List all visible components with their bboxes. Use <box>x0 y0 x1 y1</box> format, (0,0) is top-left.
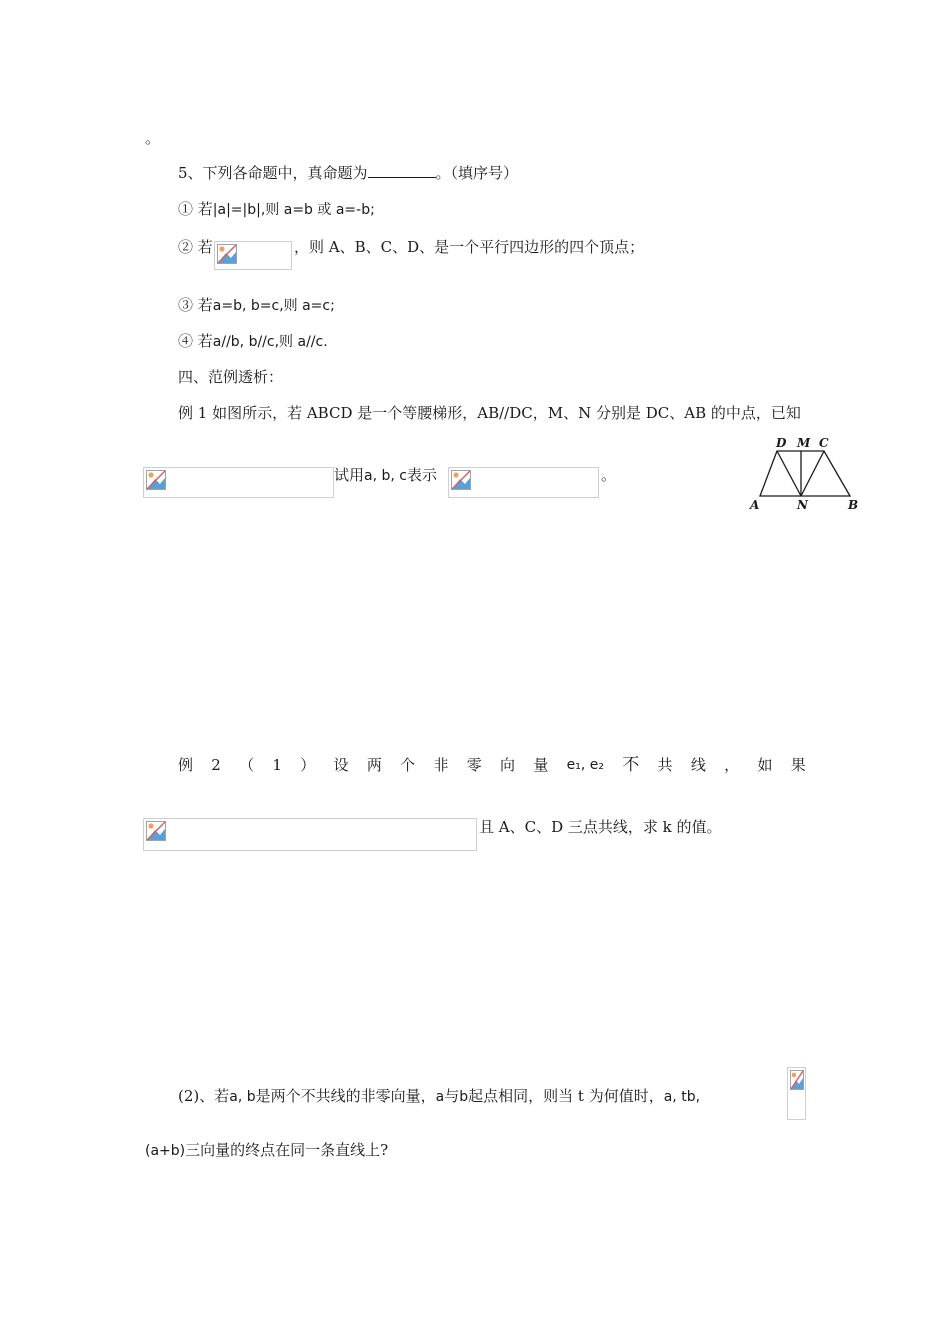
ex2-token: 2 <box>211 756 221 774</box>
example-1-mid-b: a, b, c <box>364 468 407 484</box>
ex2-2-b: a, b <box>229 1089 256 1105</box>
ex2-token: ， <box>724 756 740 774</box>
segment-cn <box>801 451 824 496</box>
option-1 <box>178 199 375 220</box>
label-b: B <box>848 498 859 512</box>
label-n: N <box>797 498 808 512</box>
example-2-part-2-line-2 <box>145 1140 388 1161</box>
ex2-token: 向 <box>500 756 516 774</box>
label-c: C <box>819 436 829 450</box>
option-2-prefix: ② 若 <box>178 238 213 256</box>
option-2-text: ，则 A、B、C、D、是一个平行四边形的四个顶点； <box>294 238 645 256</box>
option-3 <box>178 295 335 316</box>
broken-image-placeholder <box>143 467 334 498</box>
label-d: D <box>776 436 787 450</box>
ex2-2-e: 与 <box>444 1087 460 1105</box>
example-2-line-2: 且 A、C、D 三点共线，求 k 的值。 <box>479 818 722 836</box>
broken-image-icon <box>146 821 166 841</box>
question-5-prefix: 5、下列各命题中，真命题为 <box>178 164 368 182</box>
trapezoid-figure <box>745 434 865 514</box>
option-4 <box>178 331 328 352</box>
example-1-mid-c: 表示 <box>406 466 437 484</box>
ex2-2-c: 是两个不共线的非零向量， <box>255 1087 436 1105</box>
broken-image-placeholder <box>787 1067 806 1120</box>
ex2-2-g: 起点相同，则当 t 为何值时， <box>468 1087 664 1105</box>
option-2 <box>178 237 213 257</box>
ex2-token: 1 <box>272 756 282 774</box>
ex2-token-vectors: e₁, e₂ <box>566 757 604 773</box>
ex2-token: 个 <box>400 756 416 774</box>
ex2-token: 如 <box>757 756 773 774</box>
label-a: A <box>750 498 760 512</box>
ex2-2-a: (2)、若 <box>178 1087 230 1105</box>
ex2-2-f: b <box>459 1089 469 1105</box>
ex2-token: 共 <box>657 756 673 774</box>
ex2-token: 设 <box>333 756 349 774</box>
broken-image-placeholder <box>214 241 292 270</box>
ex2-2-d: a <box>435 1089 445 1105</box>
ex2-token: 线 <box>690 756 706 774</box>
broken-image-placeholder <box>143 818 477 851</box>
ex2-token: ） <box>300 756 316 774</box>
ex2-token: 果 <box>790 756 806 774</box>
segment-dn <box>777 451 801 496</box>
ex2-2-h: a, tb, <box>663 1089 701 1105</box>
example-2-line-1 <box>178 755 806 775</box>
broken-image-icon <box>146 470 166 490</box>
answer-blank[interactable] <box>368 163 436 178</box>
ex2-token: 非 <box>433 756 449 774</box>
example-2-part-2-line-1 <box>178 1086 700 1107</box>
broken-image-icon <box>217 244 237 264</box>
question-5 <box>178 163 518 183</box>
question-5-suffix: 。（填序号） <box>435 164 519 182</box>
ex2-2-line2-b: 三向量的终点在同一条直线上? <box>185 1141 389 1159</box>
top-mark: 。 <box>145 129 161 147</box>
ex2-2-line2-a: (a+b) <box>145 1143 186 1159</box>
broken-image-placeholder <box>448 467 599 498</box>
ex2-token: 两 <box>366 756 382 774</box>
ex2-token: （ <box>239 756 255 774</box>
ex2-token: 量 <box>533 756 549 774</box>
option-4-text: a//b, b//c,则 a//c. <box>212 334 328 350</box>
example-1-text: 例 1 如图所示，若 ABCD 是一个等腰梯形，AB//DC，M、N 分别是 DC、AB 的中点，已知 <box>178 404 801 422</box>
example-1-end: 。 <box>601 466 617 484</box>
label-m: M <box>797 436 811 450</box>
option-3-text: a=b, b=c,则 a=c; <box>212 298 335 314</box>
example-1-middle <box>334 465 437 486</box>
section-title: 四、范例透析： <box>178 368 284 386</box>
ex2-token: 例 <box>178 756 194 774</box>
option-1-prefix: ① 若 <box>178 200 213 218</box>
option-3-prefix: ③ 若 <box>178 296 213 314</box>
broken-image-icon <box>790 1070 804 1090</box>
option-1-text: |a|=|b|,则 a=b 或 a=-b; <box>212 202 375 218</box>
option-4-prefix: ④ 若 <box>178 332 213 350</box>
ex2-token: 零 <box>466 756 482 774</box>
ex2-token: 不 <box>622 755 640 775</box>
example-1-mid-a: 试用 <box>334 466 365 484</box>
broken-image-icon <box>451 470 471 490</box>
